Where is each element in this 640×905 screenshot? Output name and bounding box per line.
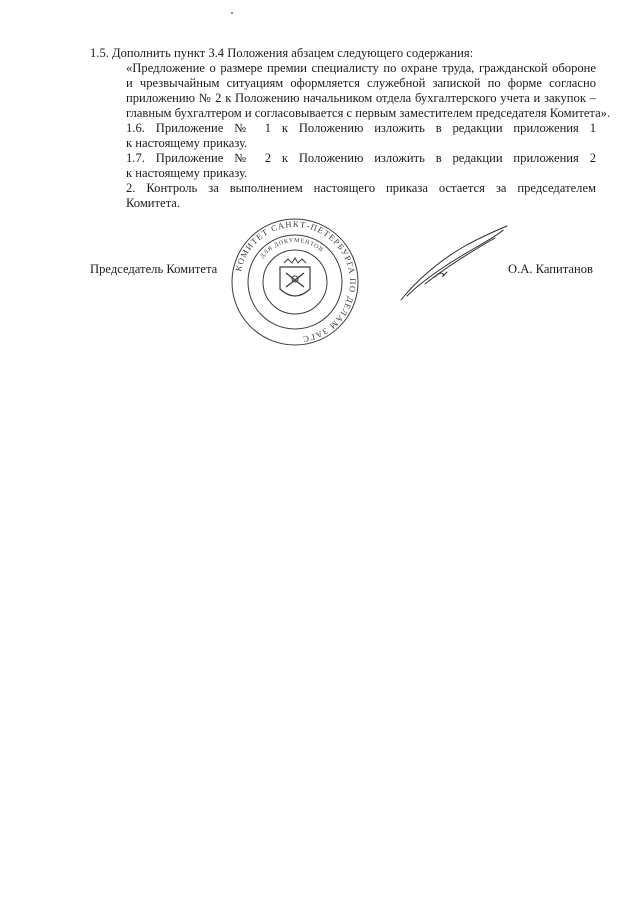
- seal-inner-text: ДЛЯ ДОКУМЕНТОВ: [259, 237, 325, 260]
- paragraph-line: Комитета.: [126, 196, 181, 210]
- paragraph-1-6: [90, 121, 596, 151]
- paragraph-line: 1.6. Приложение № 1 к Положению изложить в редакции приложения 1: [126, 121, 596, 135]
- signer-title: Председатель Комитета: [90, 262, 218, 276]
- paragraph-line: к настоящему приказу.: [126, 166, 248, 180]
- scan-speck: [231, 12, 233, 14]
- official-seal-stamp: [228, 215, 362, 349]
- document-body: [90, 46, 611, 211]
- paragraph-line: и чрезвычайным ситуациям оформляется служебной запиской по форме согласно: [126, 76, 596, 90]
- paragraph-1-5: [90, 46, 596, 61]
- paragraph-line: 1.7. Приложение № 2 к Положению изложить в редакции приложения 2: [126, 151, 596, 165]
- signer-name: О.А. Капитанов: [508, 262, 594, 276]
- paragraph-2: [90, 181, 596, 211]
- paragraph-quote: [90, 61, 611, 121]
- paragraph-line: 1.5. Дополнить пункт 3.4 Положения абзацем следующего содержания:: [90, 46, 474, 60]
- paragraph-line: к настоящему приказу.: [126, 136, 248, 150]
- paragraph-line: приложению № 2 к Положению начальником отдела бухгалтерского учета и закупок –: [126, 91, 596, 105]
- paragraph-line: главным бухгалтером и согласовывается с первым заместителем председателя Комитета».: [126, 106, 611, 120]
- paragraph-line: «Предложение о размере премии специалисту по охране труда, гражданской обороне: [126, 61, 596, 75]
- paragraph-1-7: [90, 151, 596, 181]
- seal-outer-text: КОМИТЕТ САНКТ-ПЕТЕРБУРГА ПО ДЕЛАМ ЗАГС: [233, 218, 359, 345]
- signature-stroke: [435, 272, 447, 277]
- paragraph-line: 2. Контроль за выполнением настоящего приказа остается за председателем: [126, 181, 596, 195]
- coat-of-arms-icon: [280, 258, 310, 296]
- handwritten-signature: [395, 222, 515, 304]
